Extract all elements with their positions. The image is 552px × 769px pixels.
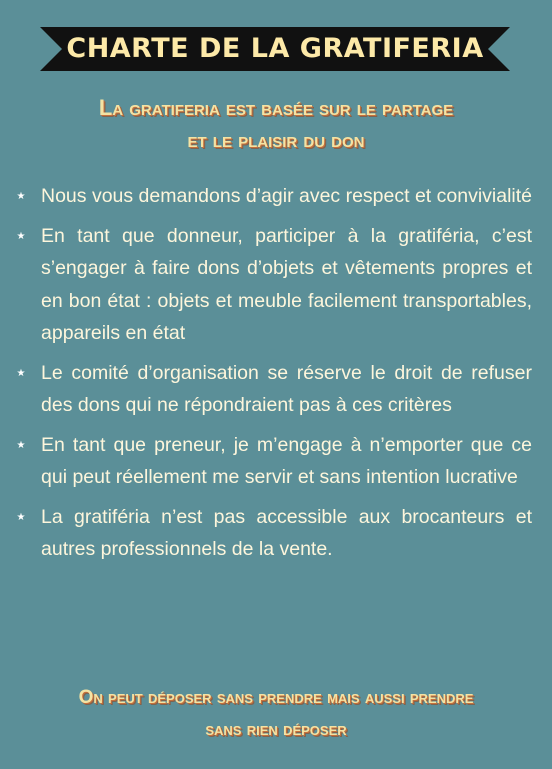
list-item [14,220,532,350]
footer-note [14,682,538,746]
rule-text: En tant que donneur, participer à la gratiféria, c’est s’engager à faire dons d’objets et vêtements propres et en bon état : objets et meuble facilement transportables, appareils en état [41,224,532,344]
subtitle-line-2: et le plaisir du don [187,127,365,152]
list-item [14,501,532,566]
list-item [14,429,532,494]
footer-line-1: On peut déposer sans prendre mais aussi prendre [78,687,474,708]
rules-list [14,180,532,573]
star-icon: ★ [16,191,26,202]
star-icon: ★ [16,230,26,242]
subtitle [40,92,512,156]
star-icon: ★ [16,439,26,451]
title-banner [40,25,510,73]
rule-text: Nous vous demandons d’agir avec respect et convivialité [41,185,533,207]
subtitle-line-1: La gratiferia est basée sur le partage [98,95,454,120]
rule-text: Le comité d’organisation se réserve le droit de refuser des dons qui ne répondraient pas à ces critères [41,361,532,416]
rule-text: En tant que preneur, je m’engage à n’emporter que ce qui peut réellement me servir et sans intention lucrative [41,433,532,488]
footer-line-2: sans rien déposer [205,719,347,740]
list-item [14,357,532,422]
star-icon: ★ [16,367,26,379]
star-icon: ★ [16,511,26,523]
list-item [14,180,532,213]
rule-text: La gratiféria n’est pas accessible aux brocanteurs et autres professionnels de la vente. [41,505,532,560]
page-title: CHARTE DE LA GRATIFERIA [66,33,484,64]
